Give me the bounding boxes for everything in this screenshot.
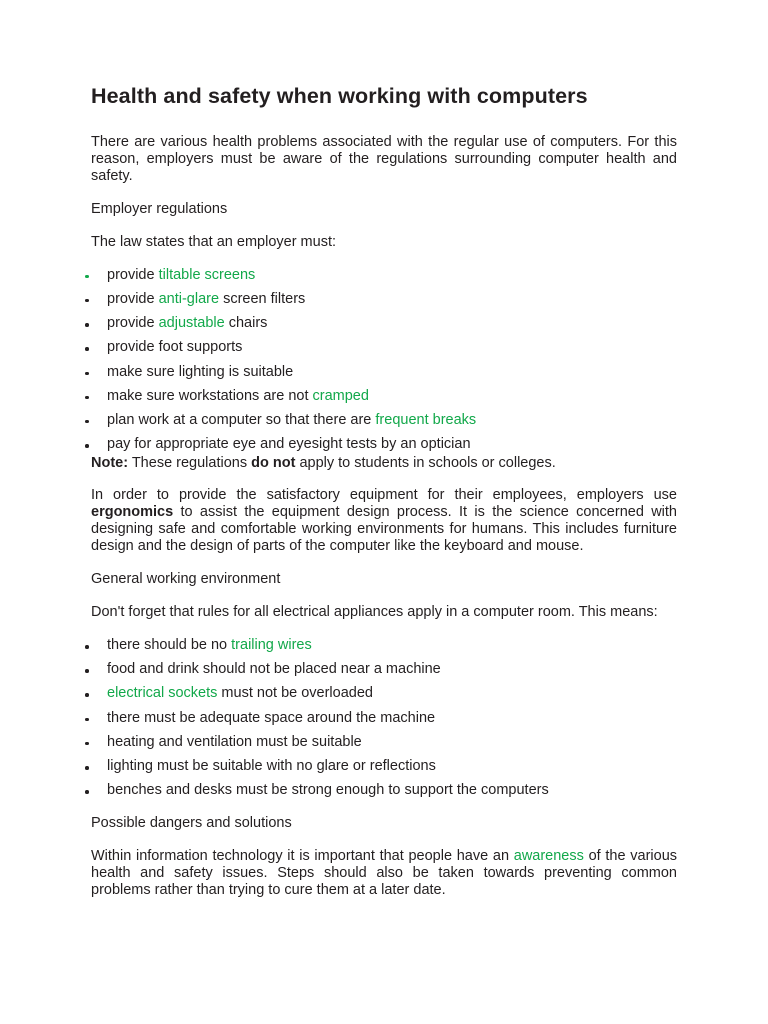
list-item: there must be adequate space around the machine bbox=[91, 710, 677, 727]
list-item: food and drink should not be placed near a machine bbox=[91, 661, 677, 678]
list-item: pay for appropriate eye and eyesight tests by an optician bbox=[91, 436, 677, 453]
list-item: make sure lighting is suitable bbox=[91, 364, 677, 381]
ergonomics-paragraph: In order to provide the satisfactory equipment for their employees, employers use ergonomics to assist the equipment design process. It is the science concerned with designing safe and comfortable working environments for humans. This includes furniture design and the design of parts of the computer like the keyboard and mouse. bbox=[91, 487, 677, 555]
section-heading-dangers-solutions: Possible dangers and solutions bbox=[91, 815, 292, 832]
note-paragraph: Note: These regulations do not apply to students in schools or colleges. bbox=[91, 455, 556, 472]
list-item: provide foot supports bbox=[91, 339, 677, 356]
list-item: there should be no trailing wires bbox=[91, 637, 677, 654]
page-title: Health and safety when working with computers bbox=[91, 84, 588, 108]
environment-lead: Don't forget that rules for all electrical appliances apply in a computer room. This means: bbox=[91, 604, 658, 621]
list-item: plan work at a computer so that there are frequent breaks bbox=[91, 412, 677, 429]
list-item: heating and ventilation must be suitable bbox=[91, 734, 677, 751]
list-item: lighting must be suitable with no glare or reflections bbox=[91, 758, 677, 775]
list-item: provide anti-glare screen filters bbox=[91, 291, 677, 308]
environment-list bbox=[91, 637, 677, 799]
list-item: provide adjustable chairs bbox=[91, 315, 677, 332]
intro-paragraph: There are various health problems associated with the regular use of computers. For this reason, employers must be aware of the regulations surrounding computer health and safety. bbox=[91, 133, 677, 184]
regulations-lead: The law states that an employer must: bbox=[91, 233, 336, 250]
section-heading-employer-regulations: Employer regulations bbox=[91, 200, 228, 217]
closing-paragraph: Within information technology it is important that people have an awareness of the various health and safety issues. Steps should also be taken towards preventing common problems rather than trying to cure them at a later date. bbox=[91, 848, 678, 899]
list-item: benches and desks must be strong enough to support the computers bbox=[91, 782, 677, 799]
regulations-list bbox=[91, 267, 677, 453]
list-item: make sure workstations are not cramped bbox=[91, 388, 677, 405]
list-item: electrical sockets must not be overloaded bbox=[91, 685, 677, 702]
list-item: provide tiltable screens bbox=[91, 267, 677, 284]
section-heading-working-environment: General working environment bbox=[91, 571, 281, 588]
